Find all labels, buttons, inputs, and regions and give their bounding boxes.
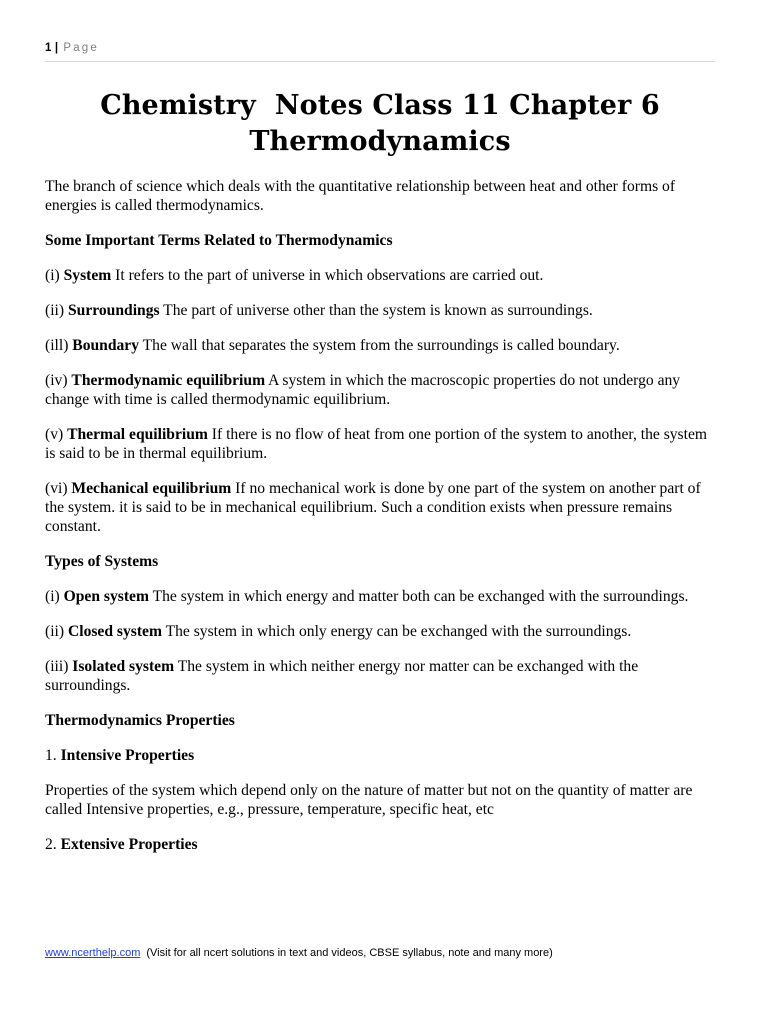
type-open-system [45, 587, 717, 606]
section-heading-terms-text: Some Important Terms Related to Thermodynamics [45, 232, 393, 249]
section-heading-properties [45, 711, 717, 730]
type-number: (ii) [45, 623, 65, 640]
footer-note: (Visit for all ncert solutions in text and videos, CBSE syllabus, note and many more) [146, 947, 553, 959]
intensive-number: 1. [45, 747, 57, 764]
term-mechanical-equilibrium [45, 479, 717, 536]
term-number: (ii) [45, 302, 65, 319]
term-system [45, 266, 717, 285]
type-name: Closed system [67, 623, 162, 640]
type-definition: The system in which neither energy nor matter can be exchanged with the surroundings. [45, 658, 639, 694]
extensive-number: 2. [45, 836, 57, 853]
term-number: (vi) [45, 480, 68, 497]
page-header [45, 42, 715, 62]
type-isolated-system [45, 657, 717, 695]
term-definition: A system in which the macroscopic properties do not undergo any change with time is called thermodynamic equilibrium. [45, 372, 681, 408]
term-definition: If there is no flow of heat from one portion of the system to another, the system is said to be in thermal equilibrium. [45, 426, 708, 462]
term-name: Mechanical equilibrium [71, 480, 232, 497]
intro-paragraph: The branch of science which deals with the quantitative relationship between heat and other forms of energies is called thermodynamics. [45, 178, 676, 214]
type-name: Isolated system [72, 658, 175, 675]
term-definition: The wall that separates the system from the surroundings is called boundary. [139, 337, 620, 354]
page-separator: | [54, 42, 59, 54]
term-name: Thermal equilibrium [67, 426, 208, 443]
term-name: Boundary [72, 337, 140, 354]
title-line-1: Chemistry Notes Class 11 Chapter 6 [100, 90, 660, 121]
term-number: (iv) [45, 372, 68, 389]
document-body [45, 177, 717, 854]
term-number: (ill) [45, 337, 69, 354]
term-number: (i) [45, 267, 60, 284]
intensive-heading [45, 746, 717, 765]
type-closed-system [45, 622, 717, 641]
term-definition: It refers to the part of universe in which observations are carried out. [111, 267, 544, 284]
term-surroundings [45, 301, 717, 320]
section-heading-properties-text: Thermodynamics Properties [45, 712, 235, 729]
section-heading-types [45, 552, 717, 571]
term-thermodynamic-equilibrium [45, 371, 717, 409]
term-name: Thermodynamic equilibrium [71, 372, 266, 389]
term-definition: The part of universe other than the system is known as surroundings. [159, 302, 593, 319]
document-title [45, 88, 715, 160]
type-number: (i) [45, 588, 60, 605]
footer-website-link[interactable]: www.ncerthelp.com [45, 947, 141, 959]
page-footer [45, 947, 725, 959]
page-label: Page [63, 42, 99, 54]
section-heading-types-text: Types of Systems [45, 553, 159, 570]
term-definition: If no mechanical work is done by one part of the system on another part of the system. it is said to be in mechanical equilibrium. Such a condition exists when pressure remains constant. [45, 480, 701, 535]
type-number: (iii) [45, 658, 69, 675]
type-name: Open system [63, 588, 149, 605]
title-line-2: Thermodynamics [249, 126, 511, 157]
intensive-title: Intensive Properties [60, 747, 195, 764]
term-name: Surroundings [67, 302, 160, 319]
extensive-heading [45, 835, 717, 854]
page-number: 1 [45, 42, 52, 54]
section-heading-terms [45, 231, 717, 250]
type-definition: The system in which only energy can be exchanged with the surroundings. [161, 623, 632, 640]
term-number: (v) [45, 426, 64, 443]
term-boundary [45, 336, 717, 355]
extensive-title: Extensive Properties [60, 836, 198, 853]
term-name: System [63, 267, 112, 284]
type-definition: The system in which energy and matter both can be exchanged with the surroundings. [148, 588, 689, 605]
intensive-paragraph: Properties of the system which depend only on the nature of matter but not on the quantity of matter are called Intensive properties, e.g., pressure, temperature, specific heat, etc [45, 782, 693, 818]
term-thermal-equilibrium [45, 425, 717, 463]
